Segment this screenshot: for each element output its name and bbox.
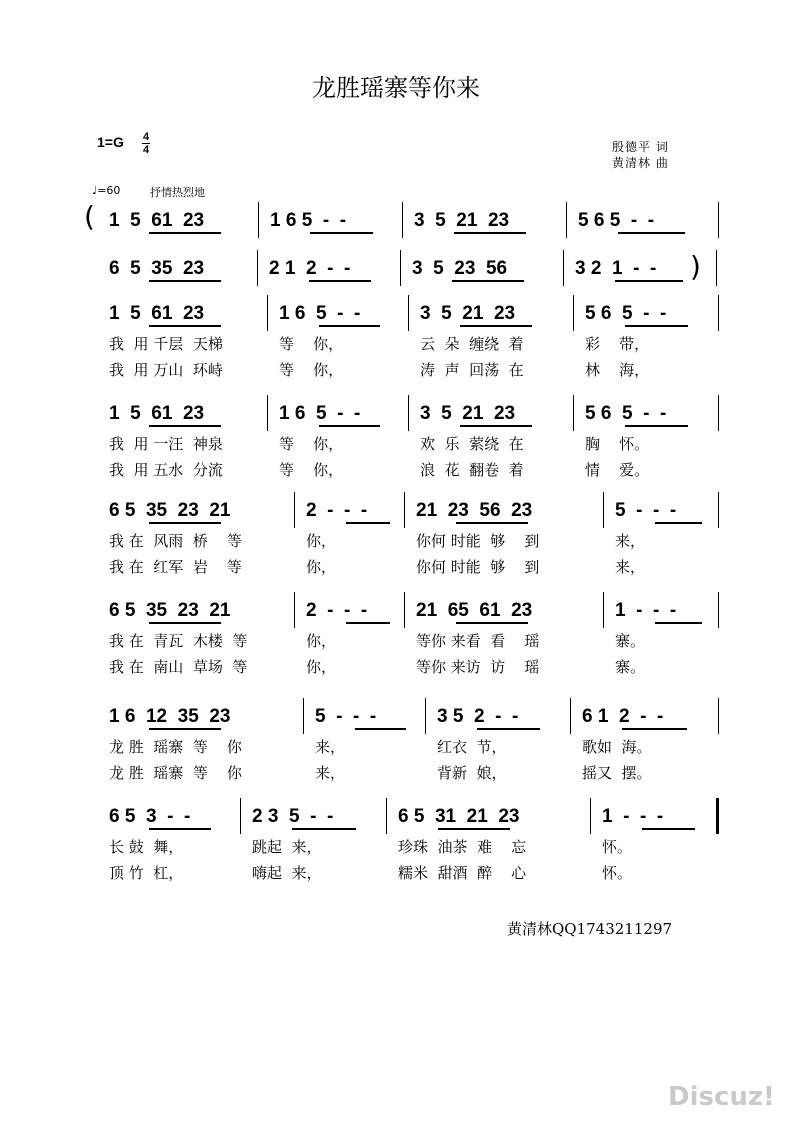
measure-notes: 6 5 3 - - <box>109 806 191 827</box>
eighth-beam <box>618 232 685 234</box>
barline <box>716 250 717 286</box>
measure-notes: 21 23 56 23 <box>416 500 533 521</box>
lyric-verse-1: 等你 来看 看 瑶 <box>416 632 540 650</box>
composer-credit: 黄清林 曲 <box>612 156 669 170</box>
measure-notes: 2 - - - <box>306 500 368 521</box>
barline <box>718 698 719 734</box>
measure-notes: 5 6 5 - - <box>585 403 667 424</box>
eighth-beam <box>456 622 528 624</box>
eighth-beam <box>149 280 221 282</box>
eighth-beam <box>149 622 221 624</box>
barline <box>573 295 574 331</box>
eighth-beam <box>319 325 380 327</box>
eighth-beam <box>460 425 532 427</box>
lyric-verse-2: 我 在 红军 岩 等 <box>109 558 242 576</box>
barline <box>603 492 604 528</box>
barline <box>590 798 591 834</box>
barline <box>258 202 259 238</box>
eighth-beam <box>149 325 221 327</box>
measure-notes: 6 5 35 23 <box>109 258 205 279</box>
barline <box>386 798 387 834</box>
eighth-beam <box>438 828 510 830</box>
eighth-beam <box>149 728 221 730</box>
barline <box>240 798 241 834</box>
measure-notes: 3 5 21 23 <box>420 303 516 324</box>
barline <box>718 592 719 628</box>
eighth-beam <box>456 522 528 524</box>
measure-notes: 1 6 5 - - <box>279 403 361 424</box>
lyric-verse-2: 寨。 <box>615 658 646 676</box>
eighth-beam <box>346 622 390 624</box>
lyric-verse-2: 我 用 万山 环峙 <box>109 361 223 379</box>
lyric-verse-2: 你何 时能 够 到 <box>416 558 540 576</box>
tempo-marking: ♩=60 <box>92 184 121 197</box>
lyric-verse-2: 来， <box>615 558 646 576</box>
lyric-verse-1: 我 用 一汪 神泉 <box>109 435 223 453</box>
eighth-beam <box>452 280 524 282</box>
eighth-beam <box>625 325 688 327</box>
barline <box>267 295 268 331</box>
measure-notes: 1 5 61 23 <box>109 403 205 424</box>
lyric-verse-1: 我 用 千层 天梯 <box>109 335 223 353</box>
lyric-verse-2: 等 你， <box>279 361 344 379</box>
barline <box>718 202 719 238</box>
lyric-verse-2: 你， <box>306 558 337 576</box>
measure-notes: 3 5 21 23 <box>420 403 516 424</box>
eighth-beam <box>655 622 702 624</box>
measure-notes: 1 6 5 - - <box>279 303 361 324</box>
lyric-verse-1: 珍珠 油茶 难 忘 <box>398 838 527 856</box>
lyric-verse-1: 怀。 <box>602 838 633 856</box>
lyric-verse-2: 摇又 摆。 <box>582 764 652 782</box>
barline <box>303 698 304 734</box>
lyricist-credit: 殷德平 词 <box>612 140 669 154</box>
lyric-verse-2: 龙 胜 瑶寨 等 你 <box>109 764 242 782</box>
lyric-verse-2: 嗨起 来， <box>252 864 322 882</box>
barline <box>573 395 574 431</box>
lyric-verse-2: 来， <box>315 764 346 782</box>
lyric-verse-2: 情 爱。 <box>585 461 650 479</box>
barline <box>425 698 426 734</box>
lyric-verse-1: 跳起 来， <box>252 838 322 856</box>
measure-notes: 2 - - - <box>306 600 368 621</box>
measure-notes: 5 6 5 - - <box>578 210 655 231</box>
lyric-verse-2: 浪 花 翻卷 着 <box>420 461 524 479</box>
lyric-verse-2: 糯米 甜酒 醉 心 <box>398 864 527 882</box>
measure-notes: 1 - - - <box>615 600 677 621</box>
measure-notes: 1 - - - <box>602 806 664 827</box>
lyric-verse-1: 胸 怀。 <box>585 435 650 453</box>
eighth-beam <box>292 828 356 830</box>
lyric-verse-1: 欢 乐 萦绕 在 <box>420 435 524 453</box>
lyric-verse-1: 你， <box>306 532 337 550</box>
eighth-beam <box>309 280 371 282</box>
lyric-verse-1: 你， <box>306 632 337 650</box>
eighth-beam <box>346 522 390 524</box>
barline <box>718 295 719 331</box>
eighth-beam <box>149 425 221 427</box>
barline <box>400 250 401 286</box>
measure-notes: 5 - - - <box>615 500 677 521</box>
barline <box>566 202 567 238</box>
measure-notes: 5 6 5 - - <box>585 303 667 324</box>
measure-notes: 6 1 2 - - <box>582 706 664 727</box>
lyric-verse-2: 怀。 <box>602 864 633 882</box>
lyric-verse-1: 来， <box>615 532 646 550</box>
lyric-verse-2: 顶 竹 杠， <box>109 864 184 882</box>
page-title: 龙胜瑶寨等你来 <box>312 74 480 102</box>
eighth-beam <box>149 232 221 234</box>
lyric-verse-2: 林 海， <box>585 361 650 379</box>
eighth-beam <box>310 232 373 234</box>
barline <box>408 395 409 431</box>
barline <box>257 250 258 286</box>
eighth-beam <box>622 728 687 730</box>
lyric-verse-1: 彩 带， <box>585 335 650 353</box>
author-signature: 黄清林QQ1743211297 <box>507 920 673 938</box>
measure-notes: 6 5 35 23 21 <box>109 500 231 521</box>
lyric-verse-2: 你， <box>306 658 337 676</box>
lyric-verse-1: 你何 时能 够 到 <box>416 532 540 550</box>
lyric-verse-1: 龙 胜 瑶寨 等 你 <box>109 738 242 756</box>
lyric-verse-2: 我 用 五水 分流 <box>109 461 223 479</box>
eighth-beam <box>655 522 702 524</box>
final-barline <box>716 798 719 834</box>
measure-notes: 3 5 23 56 <box>412 258 508 279</box>
measure-notes: 3 5 2 - - <box>437 706 519 727</box>
measure-notes: 5 - - - <box>315 706 377 727</box>
measure-notes: 1 6 12 35 23 <box>109 706 231 727</box>
measure-notes: 2 1 2 - - <box>269 258 351 279</box>
expression-marking: 抒情热烈地 <box>150 186 205 199</box>
eighth-beam <box>615 280 683 282</box>
lyric-verse-1: 长 鼓 舞， <box>109 838 184 856</box>
lyric-verse-1: 寨。 <box>615 632 646 650</box>
intro-open-paren: ( <box>84 200 95 233</box>
eighth-beam <box>625 425 688 427</box>
barline <box>408 295 409 331</box>
measure-notes: 1 6 5 - - <box>270 210 347 231</box>
barline <box>718 395 719 431</box>
lyric-verse-2: 背新 娘， <box>437 764 507 782</box>
lyric-verse-1: 红衣 节， <box>437 738 507 756</box>
barline <box>718 492 719 528</box>
measure-notes: 6 5 31 21 23 <box>398 806 520 827</box>
measure-notes: 1 5 61 23 <box>109 303 205 324</box>
eighth-beam <box>477 728 540 730</box>
eighth-beam <box>642 828 695 830</box>
eighth-beam <box>319 425 380 427</box>
barline <box>294 592 295 628</box>
eighth-beam <box>149 522 221 524</box>
intro-close-paren: ) <box>690 250 701 283</box>
barline <box>603 592 604 628</box>
key-signature: 1=G <box>97 134 124 150</box>
barline <box>570 698 571 734</box>
lyric-verse-1: 我 在 青瓦 木楼 等 <box>109 632 248 650</box>
measure-notes: 21 65 61 23 <box>416 600 533 621</box>
lyric-verse-1: 歌如 海。 <box>582 738 652 756</box>
lyric-verse-2: 涛 声 回荡 在 <box>420 361 524 379</box>
lyric-verse-1: 云 朵 缠绕 着 <box>420 335 524 353</box>
barline <box>267 395 268 431</box>
barline <box>563 250 564 286</box>
measure-notes: 1 5 61 23 <box>109 210 205 231</box>
time-top: 4 <box>142 131 150 143</box>
lyric-verse-2: 等 你， <box>279 461 344 479</box>
lyric-verse-1: 我 在 风雨 桥 等 <box>109 532 242 550</box>
measure-notes: 2 3 5 - - <box>252 806 334 827</box>
lyric-verse-1: 来， <box>315 738 346 756</box>
measure-notes: 6 5 35 23 21 <box>109 600 231 621</box>
eighth-beam <box>460 325 532 327</box>
eighth-beam <box>454 232 526 234</box>
time-bottom: 4 <box>142 144 150 156</box>
lyric-verse-1: 等 你， <box>279 335 344 353</box>
barline <box>402 202 403 238</box>
lyric-verse-2: 我 在 南山 草场 等 <box>109 658 248 676</box>
eighth-beam <box>149 828 211 830</box>
lyric-verse-1: 等 你， <box>279 435 344 453</box>
time-signature <box>141 131 151 156</box>
eighth-beam <box>355 728 406 730</box>
lyric-verse-2: 等你 来访 访 瑶 <box>416 658 540 676</box>
watermark: Discuz! <box>668 1082 775 1112</box>
barline <box>404 592 405 628</box>
measure-notes: 3 2 1 - - <box>575 258 657 279</box>
barline <box>404 492 405 528</box>
barline <box>294 492 295 528</box>
measure-notes: 3 5 21 23 <box>414 210 510 231</box>
